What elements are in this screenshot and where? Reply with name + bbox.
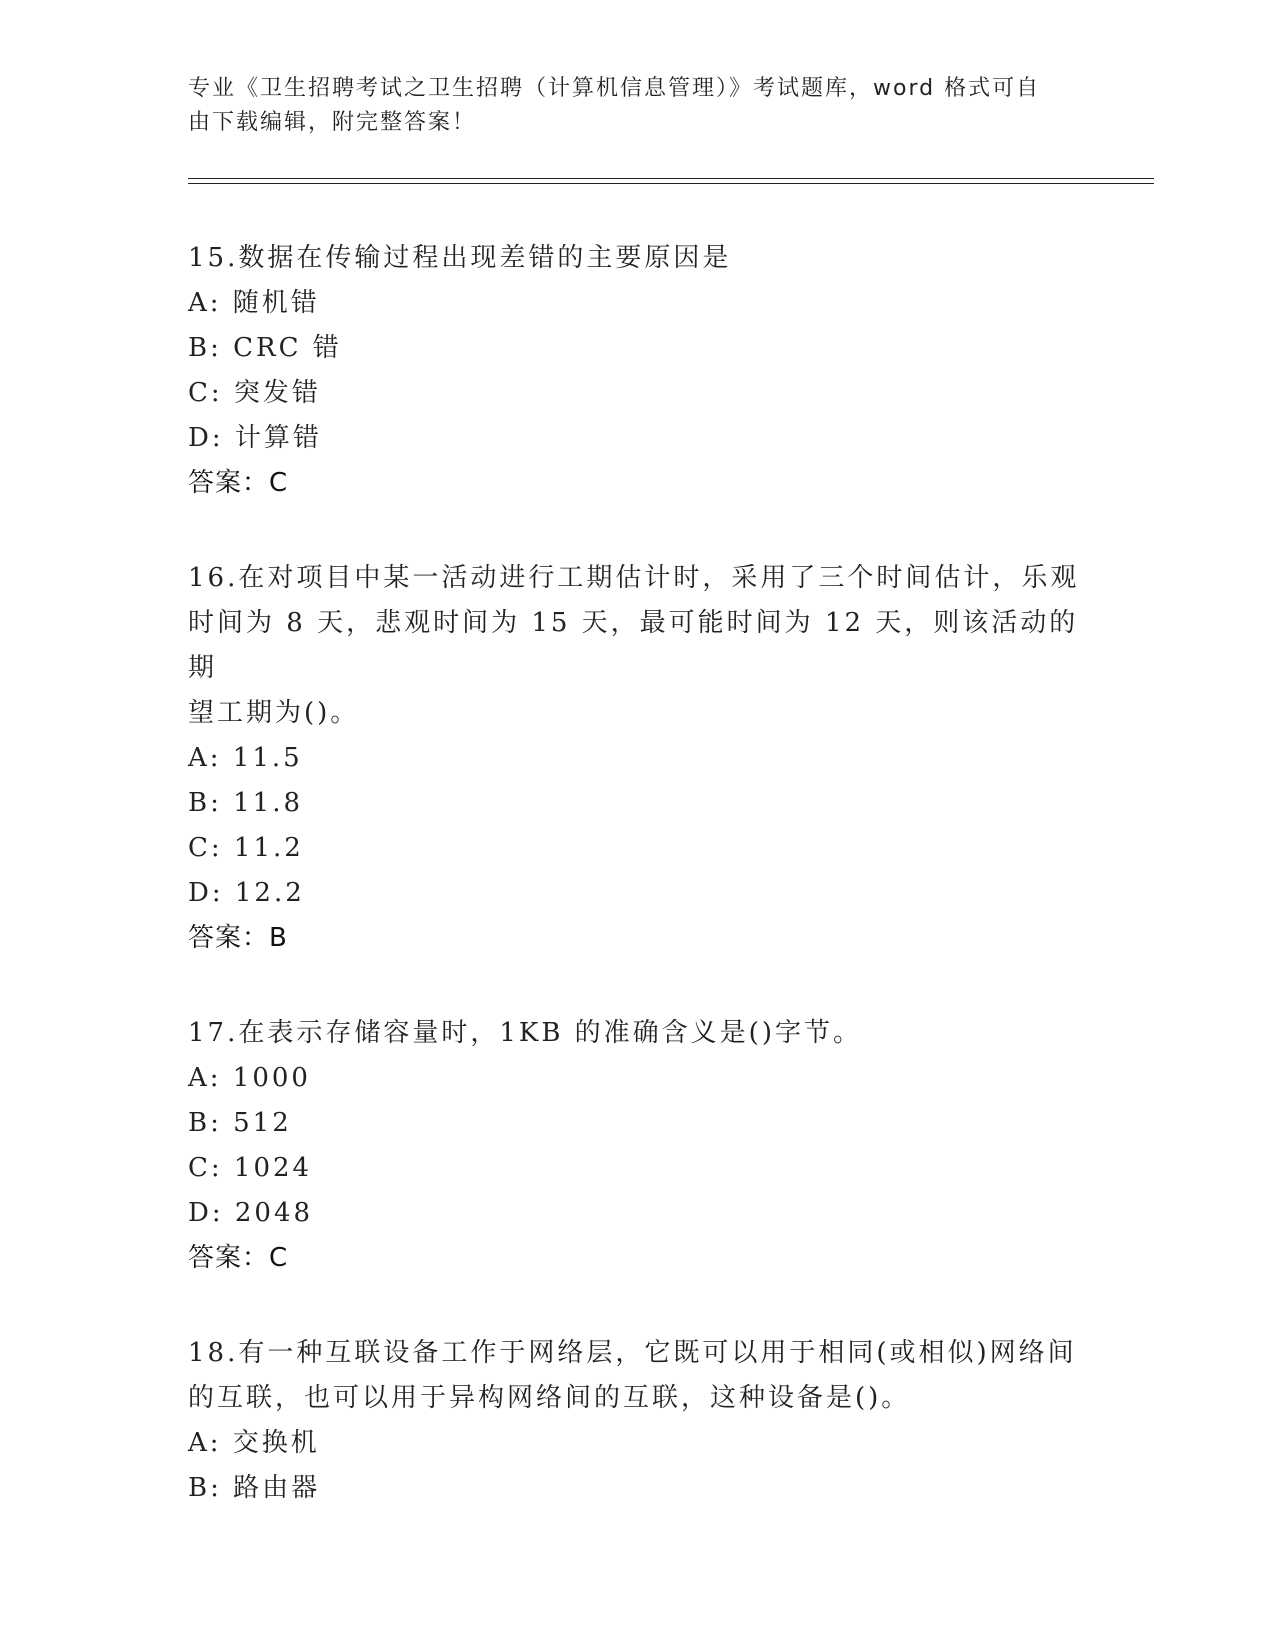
question-16: [188, 556, 1088, 961]
question-stem-line-1: 18.有一种互联设备工作于网络层，它既可以用于相同(或相似)网络间: [188, 1338, 1077, 1368]
question-stem: 15.数据在传输过程出现差错的主要原因是: [188, 243, 732, 273]
option-c: C: 突发错: [188, 378, 321, 408]
option-c: C: 1024: [188, 1153, 313, 1183]
answer-line: 答案：C: [188, 468, 289, 498]
option-b: B: CRC 错: [188, 333, 342, 363]
question-17: [188, 1011, 1088, 1281]
option-b: B: 路由器: [188, 1473, 321, 1503]
answer-line: 答案：B: [188, 923, 288, 953]
option-a: A: 11.5: [188, 743, 303, 773]
option-b: B: 11.8: [188, 788, 304, 818]
header-divider-bottom: [188, 183, 1154, 184]
question-stem-line-3: 望工期为()。: [188, 698, 360, 728]
option-b: B: 512: [188, 1108, 292, 1138]
answer-line: 答案：C: [188, 1243, 289, 1273]
question-15: [188, 236, 1088, 506]
option-a: A: 1000: [188, 1063, 311, 1093]
question-18: [188, 1331, 1088, 1511]
question-stem: 17.在表示存储容量时，1KB 的准确含义是()字节。: [188, 1018, 862, 1048]
option-d: D: 2048: [188, 1198, 314, 1228]
header-line-2: 由下载编辑，附完整答案！: [188, 110, 477, 135]
question-list: [188, 236, 1088, 1561]
option-c: C: 11.2: [188, 833, 304, 863]
document-header: [188, 72, 1068, 140]
option-a: A: 交换机: [188, 1428, 320, 1458]
question-stem-line-2: 的互联，也可以用于异构网络间的互联，这种设备是()。: [188, 1383, 911, 1413]
option-a: A: 随机错: [188, 288, 320, 318]
question-stem-line-2: 时间为 8 天，悲观时间为 15 天，最可能时间为 12 天，则该活动的期: [188, 608, 1079, 683]
question-stem-line-1: 16.在对项目中某一活动进行工期估计时，采用了三个时间估计，乐观: [188, 563, 1080, 593]
header-line-1: 专业《卫生招聘考试之卫生招聘（计算机信息管理）》考试题库，word 格式可自: [188, 76, 1041, 101]
option-d: D: 计算错: [188, 423, 322, 453]
option-d: D: 12.2: [188, 878, 305, 908]
header-divider-top: [188, 178, 1154, 179]
